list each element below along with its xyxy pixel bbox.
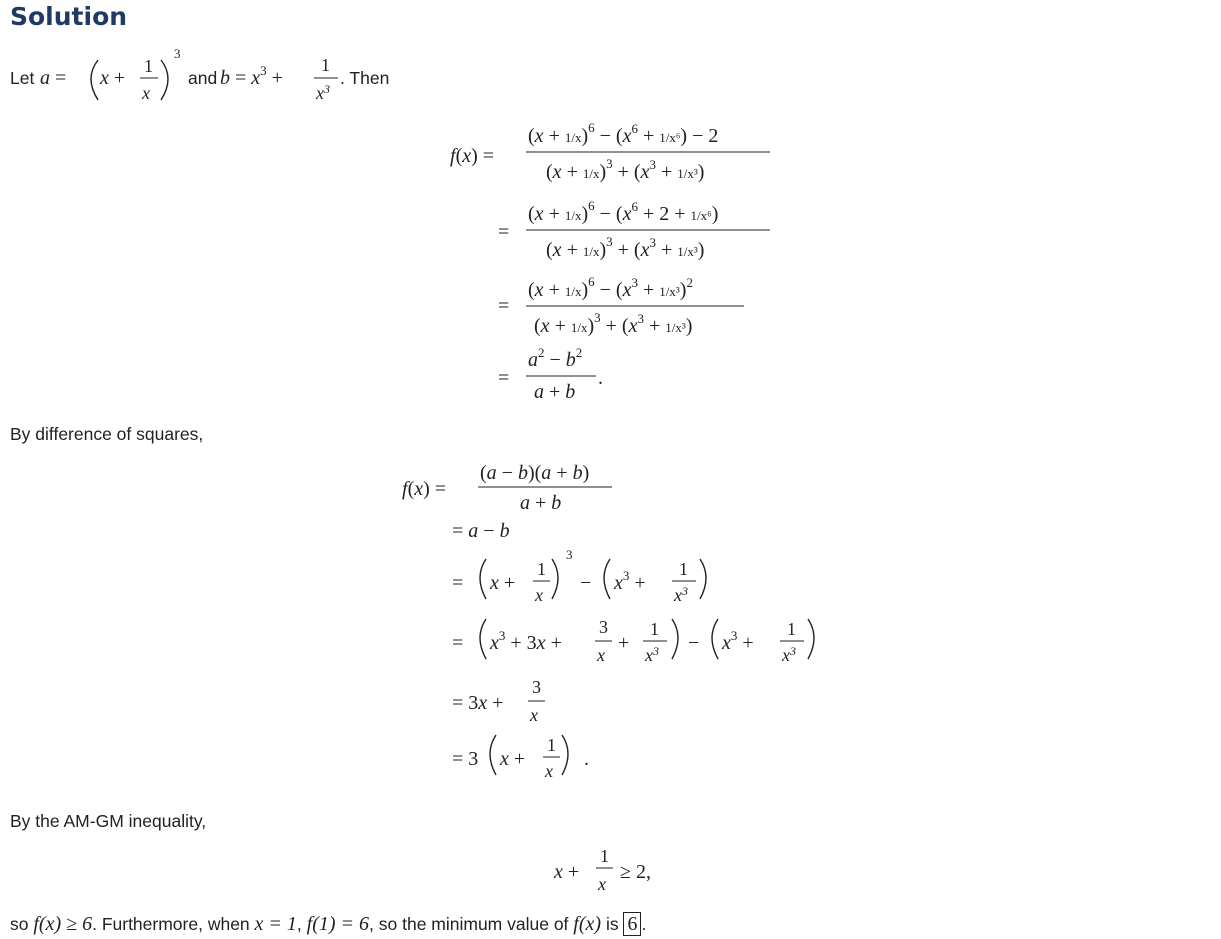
- svg-text:a + b: a + b: [520, 492, 562, 514]
- intro-a-definition: [38, 44, 188, 115]
- svg-text:x: x: [597, 645, 605, 665]
- intro-and: and: [188, 68, 218, 88]
- svg-text:x: x: [545, 761, 553, 781]
- svg-text:(x + 1/x)3 + (x3 + 1/x³): $(x + 1/x)^3 + (x^3 + 1/x^3)$: [534, 310, 693, 337]
- svg-text:x: x: [598, 874, 606, 894]
- equation-block-2: [400, 455, 830, 800]
- svg-text:x3 +: $x^3$ +: [614, 568, 646, 594]
- svg-text:x3 +: $x^3$ +: [722, 628, 754, 654]
- svg-text:≥ 2,: ≥ 2,: [620, 861, 651, 883]
- svg-text:(a − b)(a + b): (a − b)(a + b): [480, 462, 590, 484]
- conclusion-so: so: [10, 914, 29, 934]
- svg-text:3: 3: [566, 547, 573, 562]
- svg-text:=: =: [498, 295, 510, 317]
- conclusion-x-value: x = 1: [254, 913, 297, 935]
- conclusion-min-text: , so the minimum value of: [369, 914, 569, 934]
- svg-text:=: =: [452, 572, 464, 594]
- svg-text:1: 1: [144, 56, 153, 76]
- svg-text:x +: x +: [490, 572, 516, 594]
- conclusion-comma: ,: [296, 914, 302, 934]
- svg-text:a =: a =: [40, 67, 67, 89]
- svg-text:x +: x +: [500, 748, 526, 770]
- section-difference-of-squares: By difference of squares,: [10, 424, 204, 444]
- svg-text:3: 3: [532, 677, 541, 697]
- conclusion-fx: f(x): [573, 913, 602, 935]
- intro-b-definition: [218, 50, 348, 115]
- svg-text:x: x: [530, 705, 538, 725]
- svg-text:a + b: a + b: [534, 381, 576, 403]
- conclusion-line: [10, 912, 646, 936]
- svg-text:1: 1: [679, 559, 688, 579]
- svg-text:a2 − b2: $a^2 - b^2$: [528, 345, 583, 371]
- svg-text:x3: $x^3$: [782, 644, 796, 665]
- svg-text:x: x: [535, 585, 543, 605]
- answer-box: 6: [623, 912, 641, 936]
- svg-text:x3 + 3x +: $x^3 + 3x$ +: [490, 628, 562, 654]
- svg-text:x: x: [142, 83, 150, 103]
- svg-text:1: 1: [547, 735, 556, 755]
- conclusion-f-value: f(1) = 6: [306, 913, 370, 935]
- svg-text:=: =: [498, 367, 510, 389]
- intro-let: Let: [10, 68, 35, 88]
- svg-text:−: −: [580, 572, 592, 594]
- svg-text:x +: x +: [100, 67, 126, 89]
- intro-then: . Then: [340, 68, 390, 88]
- equation-block-1: [448, 112, 788, 417]
- svg-text:=: =: [498, 221, 510, 243]
- svg-text:+: +: [618, 632, 630, 654]
- svg-text:f(x) =: f(x) =: [450, 145, 495, 167]
- svg-text:(x + 1/x)6 − (x6 + 2 + 1/x⁶): $(x + 1/x)^6 - (x^6 + 2 + 1/x^6)$: [528, 198, 719, 225]
- svg-text:=: =: [452, 632, 464, 654]
- svg-text:3: 3: [174, 46, 181, 61]
- svg-text:= 3: = 3: [452, 748, 479, 770]
- section-am-gm: By the AM-GM inequality,: [10, 811, 207, 831]
- svg-text:1: 1: [600, 846, 609, 866]
- conclusion-ineq: f(x) ≥ 6: [33, 913, 93, 935]
- svg-text:1: 1: [650, 619, 659, 639]
- svg-text:= 3x +: = 3x +: [452, 692, 504, 714]
- svg-text:x3: $x^3$: [645, 644, 659, 665]
- svg-text:x3: $x^3$: [674, 584, 688, 605]
- svg-text:f(x) =: f(x) =: [402, 478, 447, 500]
- am-gm-inequality: [552, 842, 672, 903]
- svg-text:1: 1: [787, 619, 796, 639]
- svg-text:x3: $x^3$: [316, 82, 330, 103]
- svg-text:.: .: [598, 367, 603, 389]
- svg-text:1: 1: [321, 55, 330, 75]
- svg-text:.: .: [584, 748, 589, 770]
- svg-text:3: 3: [599, 617, 608, 637]
- conclusion-furthermore: . Furthermore, when: [92, 914, 250, 934]
- svg-text:(x + 1/x)6 − (x6 + 1/x⁶) − 2: $(x + 1/x)^6 - (x^6 + 1/x^6) - 2$: [528, 120, 719, 147]
- svg-text:−: −: [688, 632, 700, 654]
- svg-text:(x + 1/x)6 − (x3 + 1/x³)2: $(x + 1/x)^6 - (x^3 + 1/x^3)^2$: [528, 274, 693, 301]
- svg-text:(x + 1/x)3 + (x3 + 1/x³): $(x + 1/x)^3 + (x^3 + 1/x^3)$: [546, 156, 705, 183]
- intro-line: [10, 70, 34, 88]
- conclusion-is: is: [605, 914, 619, 934]
- svg-text:b = x3 +: $b = x^3$ +: [220, 63, 283, 89]
- solution-heading: Solution: [10, 2, 128, 31]
- conclusion-period: .: [641, 914, 647, 934]
- svg-text:x +: x +: [554, 861, 580, 883]
- svg-text:(x + 1/x)3 + (x3 + 1/x³): $(x + 1/x)^3 + (x^3 + 1/x^3)$: [546, 234, 705, 261]
- svg-text:1: 1: [537, 559, 546, 579]
- svg-text:= a − b: = a − b: [452, 520, 510, 542]
